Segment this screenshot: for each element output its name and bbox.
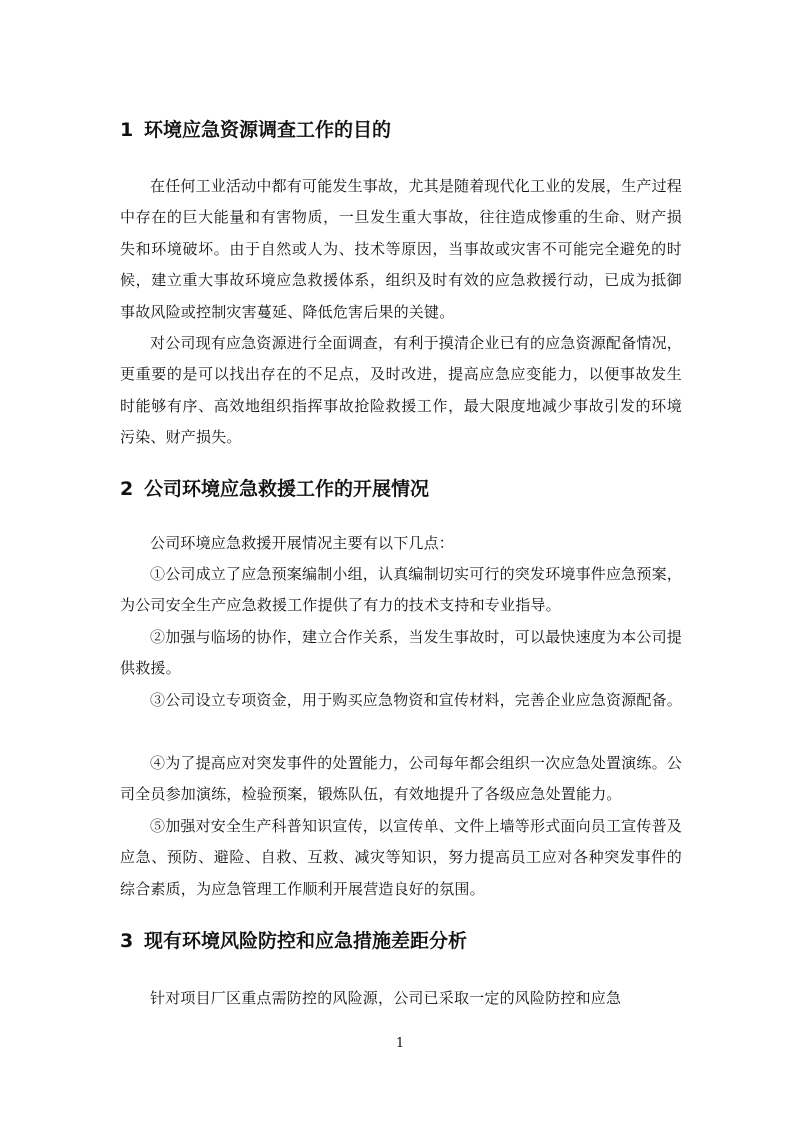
section-2-paragraph-6: ⑤加强对安全生产科普知识宣传，以宣传单、文件上墙等形式面向员工宣传普及应急、预防、避险、自救、互救、减灾等知识，努力提高员工应对各种突发事件的综合素质，为应急管理工作顺利开展营造良好的氛围。 <box>120 817 683 898</box>
section-1-number: 1 <box>120 119 134 141</box>
section-1-paragraph-2: 对公司现有应急资源进行全面调查，有利于摸清企业已有的应急资源配备情况，更重要的是可以找出存在的不足点，及时改进，提高应急应变能力，以便事故发生时能够有序、高效地组织指挥事故抢险救援工作，最大限度地减少事故引发的环境污染、财产损失。 <box>120 334 683 447</box>
section-3-number: 3 <box>120 930 134 952</box>
section-2-paragraph-3: ②加强与临场的协作，建立合作关系，当发生事故时，可以最快速度为本公司提供救援。 <box>120 628 683 678</box>
section-2-title: 公司环境应急救援工作的开展情况 <box>144 478 430 500</box>
section-2-paragraph-4: ③公司设立专项资金，用于购买应急物资和宣传材料，完善企业应急资源配备。 <box>150 691 683 709</box>
section-2-paragraph-5: ④为了提高应对突发事件的处置能力，公司每年都会组织一次应急处置演练。公司全员参加演练，检验预案，锻炼队伍，有效地提升了各级应急处置能力。 <box>120 754 683 804</box>
section-2-heading <box>120 476 429 502</box>
section-1-title: 环境应急资源调查工作的目的 <box>144 119 392 141</box>
section-3-title: 现有环境风险防控和应急措施差距分析 <box>144 930 468 952</box>
section-2-paragraph-1: 公司环境应急救援开展情况主要有以下几点： <box>150 534 455 552</box>
section-2-paragraph-2: ①公司成立了应急预案编制小组，认真编制切实可行的突发环境事件应急预案，为公司安全生产应急救援工作提供了有力的技术支持和专业指导。 <box>120 565 683 615</box>
section-3-paragraph-1: 针对项目厂区重点需防控的风险源，公司已采取一定的风险防控和应急 <box>150 989 622 1007</box>
section-3-heading <box>120 928 467 954</box>
section-1-heading <box>120 117 391 143</box>
page-number: 1 <box>395 1036 405 1051</box>
section-1-paragraph-1: 在任何工业活动中都有可能发生事故，尤其是随着现代化工业的发展，生产过程中存在的巨大能量和有害物质，一旦发生重大事故，往往造成惨重的生命、财产损失和环境破坏。由于自然或人为、技术等原因，当事故或灾害不可能完全避免的时候，建立重大事故环境应急救援体系，组织及时有效的应急救援行动，已成为抵御事故风险或控制灾害蔓延、降低危害后果的关键。 <box>120 177 683 321</box>
section-2-number: 2 <box>120 478 134 500</box>
